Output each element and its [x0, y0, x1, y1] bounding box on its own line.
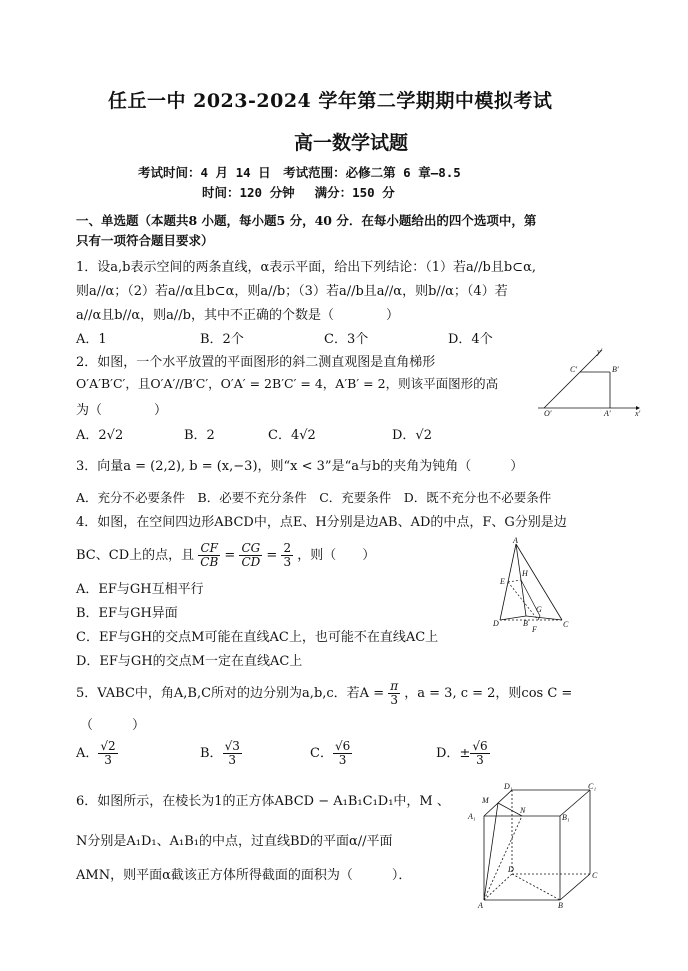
option-d-label: D．	[436, 746, 460, 761]
question-6-line-1: 6．如图所示，在棱长为1的正方体ABCD − A₁B₁C₁D₁中，M 、	[76, 794, 450, 809]
edge-ad	[484, 874, 512, 900]
label-f: F	[532, 625, 537, 634]
fraction-cg-cd	[239, 542, 262, 569]
label-b1: B₁	[562, 813, 570, 822]
option-b-num: √3	[224, 739, 240, 753]
edge-bc	[560, 874, 590, 900]
trapezoid-figure	[534, 344, 644, 418]
question-2-option-d: D．√2	[392, 428, 432, 443]
option-b-fraction	[223, 740, 242, 767]
segment-eh	[508, 580, 521, 582]
question-1-option-b: B．2个	[200, 332, 244, 347]
question-1-option-d: D．4个	[448, 332, 493, 347]
segment-mn	[498, 803, 522, 816]
question-1-line-1: 1．设a,b表示空间的两条直线，α表示平面，给出下列结论：（1）若a//b且b⊂α,	[76, 260, 536, 275]
question-5-option-a	[76, 740, 118, 767]
question-1-option-c: C．3个	[324, 332, 369, 347]
exam-title: 任丘一中 2023-2024 学年第二学期期中模拟考试	[108, 90, 553, 112]
edge-bc	[526, 616, 562, 620]
segment-hg	[508, 582, 538, 620]
question-5-line-1	[76, 680, 572, 707]
fraction-cd: CD	[241, 555, 261, 569]
question-5-option-d	[436, 740, 490, 767]
label-a: A	[478, 901, 483, 910]
cube-figure	[464, 780, 604, 910]
question-2-line-1: 2．如图，一个水平放置的平面图形的斜二测直观图是直角梯形	[76, 355, 436, 370]
question-4-option-d: D．EF与GH的交点M一定在直线AC上	[76, 654, 303, 669]
question-4-line-1: 4．如图，在空间四边形ABCD中，点E、H分别是边AB、AD的中点，F、G分别是边	[76, 515, 567, 530]
option-d-prefix: ±	[459, 746, 471, 761]
label-d: D	[493, 619, 499, 628]
question-4-option-c: C．EF与GH的交点M可能在直线AC上，也可能不在直线AC上	[76, 630, 439, 645]
label-y: y′	[597, 347, 603, 356]
label-c: C′	[570, 365, 578, 374]
question-1-option-a: A．1	[76, 332, 107, 347]
question-2-option-a: A．2√2	[76, 428, 124, 443]
label-e: E	[500, 577, 505, 586]
question-5-option-b	[200, 740, 242, 767]
section-heading: 一、单选题（本题共8 小题，每小题5 分，40 分．在每小题给出的四个选项中，第	[76, 213, 537, 228]
question-5-line-2: （ ）	[80, 718, 146, 733]
fraction-two-thirds	[281, 542, 293, 569]
fraction-cf-cb	[198, 542, 220, 569]
option-a-fraction	[98, 740, 117, 767]
fraction-pi: π	[390, 679, 399, 693]
option-d-den: 3	[476, 753, 484, 767]
y-axis	[544, 350, 602, 408]
segment-bd	[512, 874, 560, 900]
option-a-den: 3	[104, 753, 112, 767]
section-heading-cont: 只有一项符合题目要求）	[76, 233, 214, 248]
option-c-label: C．	[310, 746, 333, 761]
question-5-option-c	[310, 740, 352, 767]
exam-info-line-2: 时间：120 分钟 满分：150 分	[202, 185, 395, 200]
question-6-line-2: N分别是A₁D₁、A₁B₁的中点，过直线BD的平面α//平面	[76, 834, 393, 849]
equals-sign-2: =	[266, 548, 278, 563]
segment-fg	[538, 616, 540, 620]
question-2-line-3: 为（ ）	[76, 403, 168, 418]
exam-info-line-1: 考试时间：4 月 14 日 考试范围：必修二第 6 章—8.5	[138, 165, 461, 180]
question-3-line-1: 3．向量a = (2,2), b = (x,−3)，则“x < 3”是“a与b的夹角为钝角（ ）	[76, 459, 524, 474]
label-b: B′	[612, 365, 619, 374]
label-b: B	[558, 901, 563, 910]
label-h: H	[522, 569, 528, 578]
label-b: B	[523, 619, 528, 628]
option-b-label: B．	[200, 746, 223, 761]
fraction-2: 2	[283, 541, 292, 555]
question-1-line-3: a//α且b//α，则a//b，其中不正确的个数是（ ）	[76, 308, 399, 323]
tetrahedron-figure	[490, 536, 572, 638]
label-m: M	[482, 796, 489, 805]
label-a1: A₁	[468, 812, 476, 821]
question-1-line-2: 则a//α；（2）若a//α且b⊂α，则a//b；（3）若a//b且a//α，则b//α；（4）若	[76, 284, 508, 299]
label-a: A	[513, 536, 518, 545]
question-2-line-2: O′A′B′C′，且O′A′//B′C′，O′A′ = 2B′C′ = 4，A′B′ = 2，则该平面图形的高	[76, 376, 499, 391]
question-4-line-2	[76, 542, 375, 569]
question-2-option-c: C．4√2	[268, 428, 316, 443]
label-d1: D₁	[504, 782, 513, 791]
fraction-pi-den: 3	[390, 693, 398, 707]
label-c1: C₁	[588, 782, 597, 791]
question-5-line-1-suffix: ，a = 3, c = 2，则cos C =	[404, 686, 573, 701]
label-n: N	[520, 806, 526, 815]
question-4-option-a: A．EF与GH互相平行	[76, 582, 204, 597]
option-d-fraction	[470, 740, 489, 767]
option-b-den: 3	[228, 753, 237, 767]
question-6-line-3: AMN，则平面α截该正方体所得截面的面积为（ ）．	[76, 868, 412, 883]
question-3-options: A．充分不必要条件 B．必要不充分条件 C．充要条件 D．既不充分也不必要条件	[76, 490, 552, 505]
label-d: D	[508, 865, 514, 874]
label-c: C	[563, 620, 569, 629]
label-o: O′	[544, 409, 552, 418]
exam-subtitle: 高一数学试题	[294, 132, 409, 154]
fraction-cb: CB	[200, 555, 219, 569]
question-5-line-1-prefix: 5．VABC中，角A,B,C所对的边分别为a,b,c．若A =	[76, 686, 385, 701]
equals-sign-1: =	[224, 548, 236, 563]
option-a-num: √2	[100, 739, 116, 753]
option-d-num: √6	[472, 739, 488, 753]
option-c-num: √6	[334, 739, 351, 753]
fraction-cg: CG	[239, 542, 262, 556]
label-x: x′	[635, 409, 641, 418]
fraction-3: 3	[283, 555, 292, 569]
label-g: G	[536, 605, 542, 614]
fraction-cf: CF	[198, 542, 220, 556]
label-a: A′	[604, 409, 611, 418]
question-4-option-b: B．EF与GH异面	[76, 606, 178, 621]
option-c-den: 3	[338, 753, 347, 767]
option-a-label: A．	[76, 746, 99, 761]
label-c: C	[592, 871, 598, 880]
fraction-pi-over-3	[388, 680, 400, 707]
question-2-option-b: B．2	[184, 428, 215, 443]
option-c-fraction	[333, 740, 352, 767]
question-4-line-2-prefix: BC、CD上的点，且	[76, 548, 195, 563]
question-4-line-2-suffix: ，则（ ）	[297, 548, 376, 563]
